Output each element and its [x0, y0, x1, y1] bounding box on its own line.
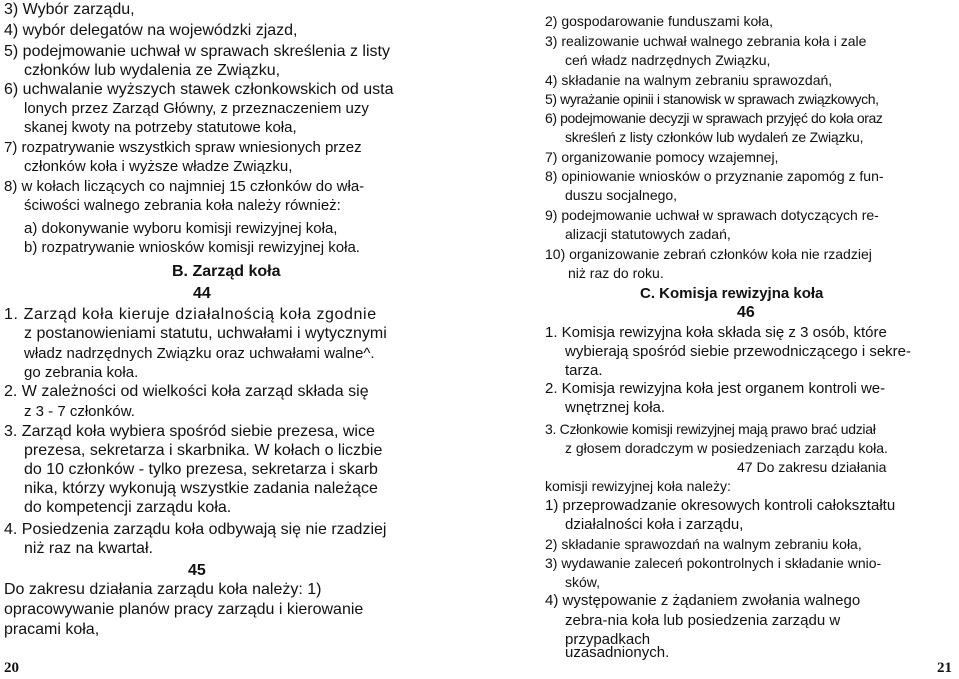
text-line: 3) realizowanie uchwał walnego zebrania koła i zale: [545, 33, 867, 49]
text-line: do kompetencji zarządu koła.: [24, 499, 232, 516]
text-line: uzasadnionych.: [565, 644, 670, 661]
text-line: zebra-nia koła lub posiedzenia zarządu w: [565, 612, 841, 629]
text-line: skanej kwoty na potrzeby statutowe koła,: [24, 119, 297, 136]
text-line: b) rozpatrywanie wniosków komisji rewizyjnej koła.: [24, 239, 360, 256]
text-line: duszu socjalnego,: [565, 187, 678, 203]
text-line: ceń władz nadrzędnych Związku,: [565, 52, 771, 68]
text-line: go zebrania koła.: [24, 364, 139, 381]
text-line: 47 Do zakresu działania: [737, 459, 887, 475]
text-line: 7) rozpatrywanie wszystkich spraw wniesionych przez: [4, 139, 362, 156]
paragraph-number: 46: [737, 304, 755, 321]
text-line: 5) wyrażanie opinii i stanowisk w sprawach związkowych,: [545, 91, 879, 107]
text-line: 3. Członkowie komisji rewizyjnej mają prawo brać udział: [545, 421, 876, 437]
text-line: tarza.: [565, 362, 603, 379]
text-line: 6) podejmowanie decyzji w sprawach przyjęć do koła oraz: [545, 110, 883, 126]
text-line: 1. Zarząd koła kieruje działalnością koła zgodnie: [4, 306, 377, 323]
text-line: alizacji statutowych zadań,: [565, 226, 731, 242]
text-line: 2) składanie sprawozdań na walnym zebraniu koła,: [545, 536, 862, 552]
page-number: 21: [937, 660, 952, 676]
text-line: 8) w kołach liczących co najmniej 15 członków do wła-: [4, 178, 365, 195]
text-line: z 3 - 7 członków.: [24, 403, 135, 420]
paragraph-number: 44: [193, 285, 211, 302]
text-line: 2) gospodarowanie funduszami koła,: [545, 13, 774, 29]
text-line: działalności koła i zarządu,: [565, 516, 744, 533]
text-line: a) dokonywanie wyboru komisji rewizyjnej koła,: [24, 220, 338, 237]
text-line: przypadkach: [565, 631, 651, 648]
text-line: z postanowieniami statutu, uchwałami i wytycznymi: [24, 325, 387, 342]
text-line: 9) podejmowanie uchwał w sprawach dotyczących re-: [545, 207, 879, 223]
text-line: 4) wybór delegatów na wojewódzki zjazd,: [4, 22, 298, 39]
text-line: 4) występowanie z żądaniem zwołania walnego: [545, 592, 861, 609]
text-line: 6) uchwalanie wyższych stawek członkowskich od usta: [4, 81, 394, 98]
text-line: członków koła i wyższe władze Związku,: [24, 158, 293, 175]
text-line: 4. Posiedzenia zarządu koła odbywają się nie rzadziej: [4, 521, 387, 538]
section-heading: B. Zarząd koła: [172, 263, 281, 280]
text-line: niż raz do roku.: [568, 265, 664, 281]
text-line: Do zakresu działania zarządu koła należy: 1): [4, 581, 322, 598]
text-line: 7) organizowanie pomocy wzajemnej,: [545, 149, 779, 165]
text-line: z głosem doradczym w posiedzeniach zarządu koła.: [565, 440, 888, 456]
text-line: władz nadrzędnych Związku oraz uchwałami walne^.: [24, 345, 375, 362]
text-line: wybierają spośród siebie przewodniczącego i sekre-: [565, 343, 912, 360]
text-line: 3) Wybór zarządu,: [4, 1, 135, 18]
text-line: 8) opiniowanie wniosków o przyznanie zapomóg z fun-: [545, 168, 884, 184]
text-line: 4) składanie na walnym zebraniu sprawozdań,: [545, 72, 833, 88]
text-line: 1) przeprowadzanie okresowych kontroli całokształtu: [545, 497, 896, 514]
page-number: 20: [4, 660, 19, 676]
text-line: opracowywanie planów pracy zarządu i kierowanie: [4, 601, 364, 618]
text-line: skreśleń z listy członków lub wydaleń ze Związku,: [565, 129, 864, 145]
text-line: niż raz na kwartał.: [24, 540, 153, 557]
text-line: 10) organizowanie zebrań członków koła nie rzadziej: [545, 246, 872, 262]
text-line: wnętrznej koła.: [565, 399, 666, 416]
text-line: członków lub wydalenia ze Związku,: [24, 62, 281, 79]
text-line: nika, którzy wykonują wszystkie zadania należące: [24, 480, 378, 497]
text-line: pracami koła,: [4, 621, 100, 638]
text-line: 3) wydawanie zaleceń pokontrolnych i składanie wnio-: [545, 555, 882, 571]
text-line: 1. Komisja rewizyjna koła składa się z 3 osób, które: [545, 324, 887, 341]
text-line: 2. Komisja rewizyjna koła jest organem kontroli we-: [545, 380, 886, 397]
text-line: 3. Zarząd koła wybiera spośród siebie prezesa, wice: [4, 423, 375, 440]
text-line: sków,: [565, 574, 601, 590]
text-line: 2. W zależności od wielkości koła zarząd składa się: [4, 383, 369, 400]
paragraph-number: 45: [188, 562, 206, 579]
text-line: 5) podejmowanie uchwał w sprawach skreślenia z listy: [4, 43, 390, 60]
text-line: komisji rewizyjnej koła należy:: [545, 478, 731, 494]
text-line: prezesa, sekretarza i skarbnika. W kołach o liczbie: [24, 442, 383, 459]
section-heading: C. Komisja rewizyjna koła: [640, 285, 824, 302]
text-line: lonych przez Zarząd Główny, z przeznaczeniem uzy: [24, 100, 369, 117]
text-line: ściwości walnego zebrania koła należy również:: [24, 197, 341, 214]
text-line: do 10 członków - tylko prezesa, sekretarza i skarb: [24, 461, 378, 478]
